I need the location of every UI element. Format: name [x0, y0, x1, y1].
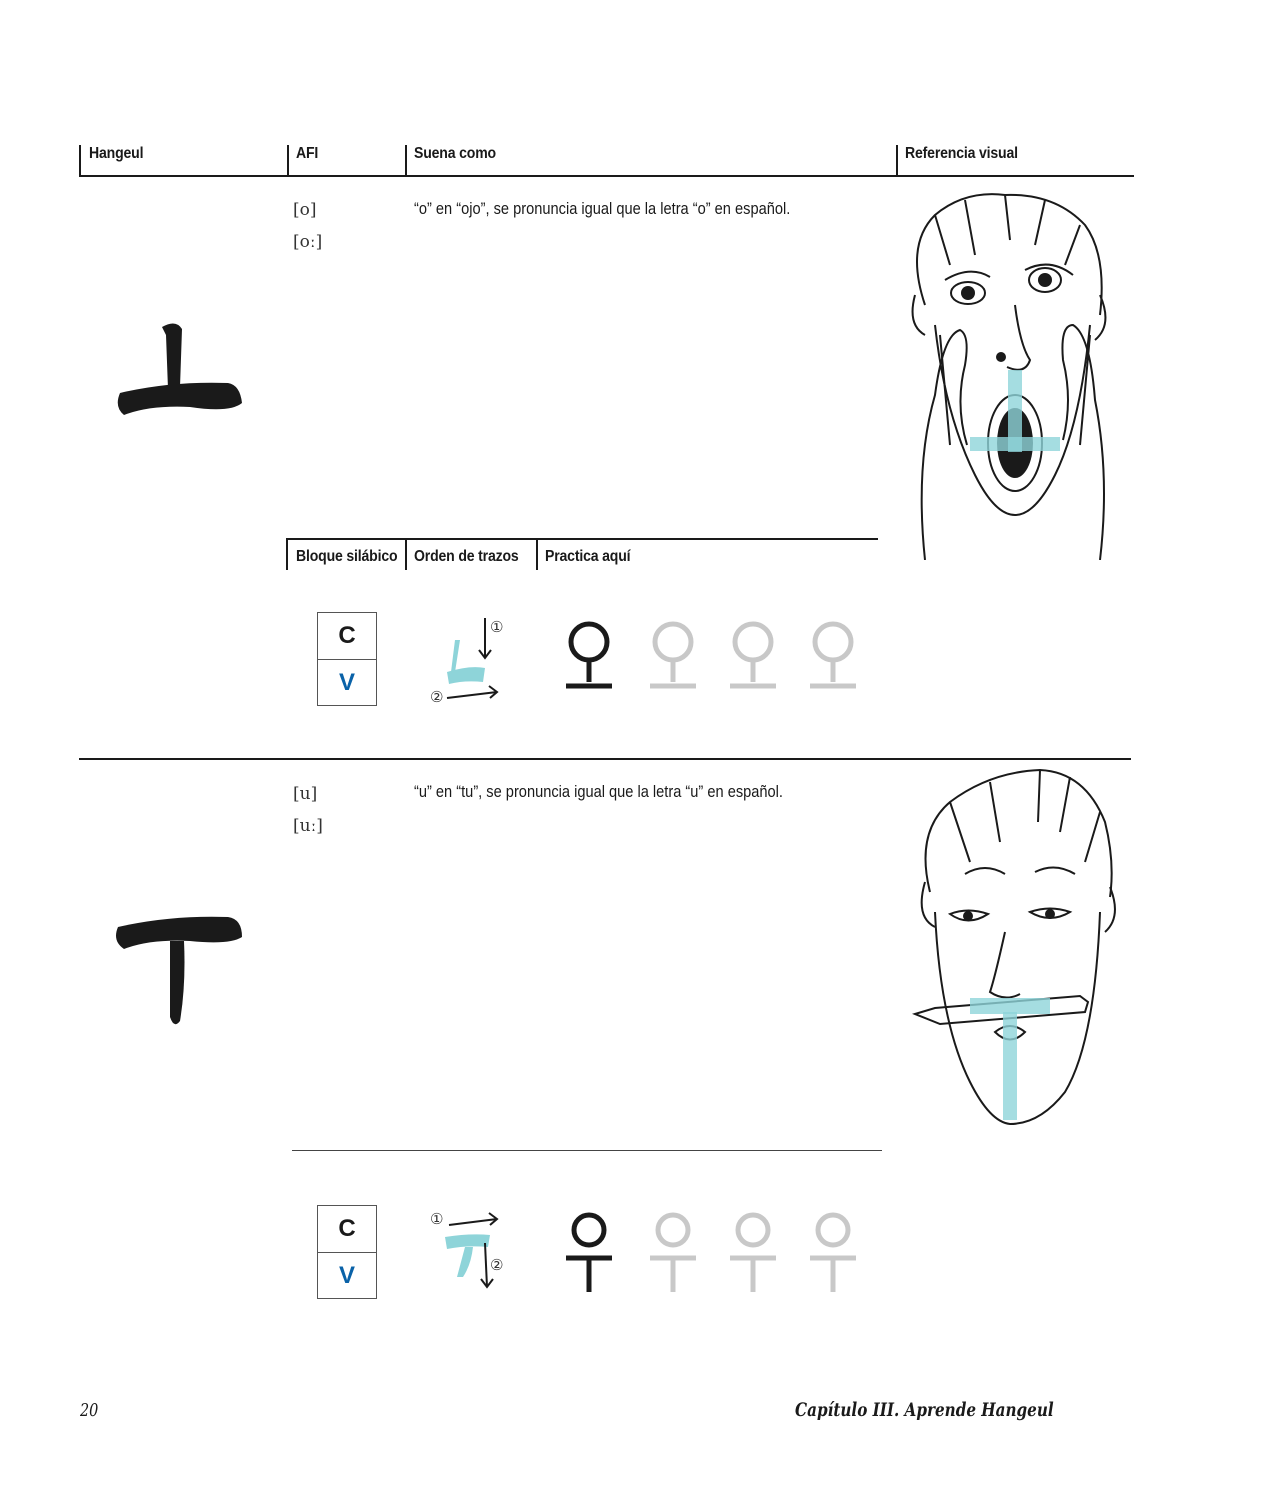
- header-rule: [79, 175, 1134, 177]
- face-pencil-lips-icon: [910, 762, 1125, 1132]
- subheader-rule: [286, 538, 878, 540]
- stroke-number-2: ②: [490, 1256, 504, 1274]
- row-separator: [79, 758, 1131, 760]
- vowel-cell: V: [338, 1262, 355, 1289]
- practice-row-o: [562, 620, 862, 695]
- practice-glyph-solid: [566, 624, 612, 686]
- ipa-long: [oː]: [293, 232, 323, 252]
- subheader-practica: Practica aquí: [545, 548, 631, 565]
- header-divider: [287, 145, 289, 175]
- stroke-number-1: ①: [430, 1210, 444, 1228]
- chapter-title: Capítulo III. Aprende Hangeul: [795, 1399, 1054, 1421]
- consonant-cell: C: [318, 1206, 376, 1253]
- pronunciation-description: “o” en “ojo”, se pronuncia igual que la letra “o” en español.: [414, 199, 791, 218]
- consonant-cell: C: [318, 613, 376, 660]
- subheader-divider: [536, 540, 538, 570]
- face-shouting-o-icon: [895, 185, 1120, 560]
- vowel-cell: V: [338, 669, 355, 696]
- page-number: 20: [80, 1400, 99, 1421]
- subheader-divider: [286, 540, 288, 570]
- practice-glyph-solid: [566, 1215, 612, 1292]
- header-divider: [896, 145, 898, 175]
- header-divider: [405, 145, 407, 175]
- ipa-short: [o]: [293, 200, 317, 220]
- hangeul-letter-o: [110, 315, 250, 425]
- header-referencia-visual: Referencia visual: [905, 145, 1018, 162]
- practice-glyph-trace: [650, 1215, 856, 1292]
- syllable-block: [317, 612, 377, 706]
- pronunciation-description: “u” en “tu”, se pronuncia igual que la letra “u” en español.: [414, 782, 783, 801]
- syllable-block: [317, 1205, 377, 1299]
- subheader-orden: Orden de trazos: [414, 548, 519, 565]
- subheader-bloque: Bloque silábico: [296, 548, 398, 565]
- header-afi: AFI: [296, 145, 319, 162]
- stroke-number-2: ②: [430, 688, 444, 706]
- practice-glyph-trace: [650, 624, 856, 686]
- ipa-short: [u]: [293, 784, 318, 804]
- header-hangeul: Hangeul: [89, 145, 144, 162]
- header-divider: [79, 145, 81, 175]
- hangeul-letter-u: [110, 905, 250, 1035]
- practice-row-u: [562, 1212, 862, 1297]
- header-suena-como: Suena como: [414, 145, 496, 162]
- subheader-divider: [405, 540, 407, 570]
- subheader-rule: [292, 1150, 882, 1151]
- stroke-number-1: ①: [490, 618, 504, 636]
- ipa-long: [uː]: [293, 816, 323, 836]
